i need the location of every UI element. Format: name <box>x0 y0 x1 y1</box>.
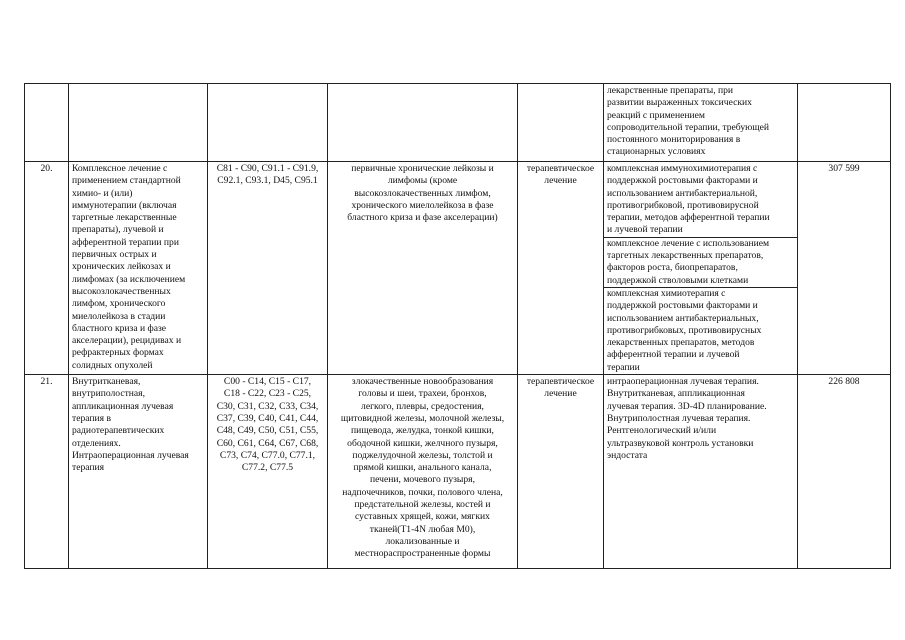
cell-line: печени, мочевого пузыря, <box>370 474 475 486</box>
cell-num: 21. <box>25 375 69 569</box>
cell-line: сопроводительной терапии, требующей <box>607 121 770 133</box>
cell-line: терапевтическое <box>526 376 595 388</box>
cell-line: местнораспространенные формы <box>354 548 491 560</box>
cell-line: C77.2, C77.5 <box>241 462 294 474</box>
cell-form <box>518 84 604 162</box>
cell-line: рефрактерных формах <box>72 347 164 359</box>
cell-methods <box>604 375 798 569</box>
cell-line: Рентгенологический и/или <box>607 425 717 437</box>
cell-line: факторов роста, биопрепаратов, <box>607 262 738 274</box>
cell-line: комплексная химиотерапия с <box>607 287 726 299</box>
cell-line: терапии <box>607 361 640 373</box>
cell-line: терапии, методов афферентной терапии <box>607 212 770 224</box>
cell-line: постоянного мониторирования в <box>607 134 741 146</box>
cell-line: поддержкой ростовыми факторами и <box>607 300 758 312</box>
cell-line: поджелудочной железы, толстой и <box>352 449 493 461</box>
cell-line: легкого, плевры, средостения, <box>361 400 484 412</box>
cell-line: C48, C49, C50, C51, C55, <box>216 425 319 437</box>
cell-line: лечение <box>544 175 577 187</box>
cell-model <box>328 84 518 162</box>
cell-line: лучевая терапия. 3D-4D планирование. <box>607 400 767 412</box>
cell-line: предстательной железы, костей и <box>354 499 491 511</box>
cell-cost: 226 808 <box>798 375 891 569</box>
cell-line: Интраоперационная лучевая <box>72 449 189 461</box>
cell-line: головы и шеи, трахеи, бронхов, <box>358 388 487 400</box>
cell-line: внутриполостная, <box>72 388 145 400</box>
cell-line: высокозлокачественных <box>72 285 171 297</box>
cell-line: препараты), лучевой и <box>72 224 164 236</box>
cell-line: солидных опухолей <box>72 359 153 371</box>
cell-line: миелолейкоза в стадии <box>72 310 166 322</box>
cell-line: и лучевой терапии <box>607 224 683 236</box>
method-block <box>604 163 797 237</box>
cell-line: ободочной кишки, желчного пузыря, <box>347 437 498 449</box>
cell-line: C81 - C90, C91.1 - C91.9, <box>216 163 319 174</box>
cell-line: C18 - C22, C23 - C25, <box>223 388 312 400</box>
cell-line: лекарственных препаратов, методов <box>607 337 755 349</box>
cell-line: противогрибковой, противовирусной <box>607 199 759 211</box>
cell-line: C60, C61, C64, C67, C68, <box>216 437 319 449</box>
cell-line: использованием антибактериальной, <box>607 187 758 199</box>
cell-line: ультразвуковой контроль установки <box>607 437 754 449</box>
cell-line: суставных хрящей, кожи, мягких <box>355 511 490 523</box>
cell-line: комплексная иммунохимиотерапия с <box>607 163 758 174</box>
cell-line: C37, C39, C40, C41, C44, <box>216 412 319 424</box>
cell-line: бластного криза и фазе <box>72 322 167 334</box>
cell-line: лекарственные препараты, при <box>607 85 734 96</box>
cell-line: высокозлокачественных лимфом, <box>354 187 491 199</box>
cell-line: терапия <box>72 462 105 474</box>
method-block <box>604 376 797 462</box>
cell-line: лимфомах (за исключением <box>72 273 186 285</box>
cell-line: радиотерапевтических <box>72 425 165 437</box>
cell-line: лимфомы (кроме <box>387 175 458 187</box>
cell-line: комплексное лечение с использованием <box>607 237 770 249</box>
cell-line: хронических лейкозах и <box>72 261 171 273</box>
cell-line: тканей(T1-4N любая M0), <box>369 523 476 535</box>
table-row <box>25 375 891 569</box>
cell-line: эндостата <box>607 449 648 461</box>
cell-name <box>69 84 208 162</box>
cell-line: C73, C74, C77.0, C77.1, <box>219 449 316 461</box>
cell-line: применением стандартной <box>72 175 181 187</box>
cell-line: реакций с применением <box>607 109 705 121</box>
cell-line: терапия в <box>72 412 111 424</box>
cell-line: стационарных условиях <box>607 146 706 158</box>
cell-methods <box>604 84 798 162</box>
method-block <box>604 85 797 159</box>
cell-line: отделениях. <box>72 437 121 449</box>
cell-line: Внутритканевая, <box>72 376 141 388</box>
cell-codes <box>208 375 328 569</box>
cell-codes <box>208 162 328 375</box>
cell-num: 20. <box>25 162 69 375</box>
cell-num <box>25 84 69 162</box>
method-block <box>604 287 797 374</box>
table-row <box>25 84 891 162</box>
cell-line: поддержкой ростовыми факторами и <box>607 175 758 187</box>
cell-line: лечение <box>544 388 577 400</box>
cell-line: C30, C31, C32, C33, C34, <box>216 400 319 412</box>
medical-care-table <box>24 83 891 569</box>
cell-codes <box>208 84 328 162</box>
table-row <box>25 162 891 375</box>
cell-line: развитии выраженных токсических <box>607 97 752 109</box>
cell-line: щитовидной железы, молочной железы, <box>340 412 505 424</box>
cell-cost <box>798 84 891 162</box>
cell-line: бластного криза и фазе акселерации) <box>347 212 498 224</box>
cell-line: таргетных лекарственных препаратов, <box>607 250 764 262</box>
cell-line: афферентной терапии и лучевой <box>607 349 740 361</box>
cell-cost: 307 599 <box>798 162 891 375</box>
cell-line: использованием антибактериальных, <box>607 312 759 324</box>
cell-methods <box>604 162 798 375</box>
cell-line: лимфом, хронического <box>72 298 166 310</box>
cell-name <box>69 162 208 375</box>
cell-name <box>69 375 208 569</box>
cell-line: пищевода, желудка, тонкой кишки, <box>351 425 494 437</box>
cell-model <box>328 375 518 569</box>
cell-form <box>518 375 604 569</box>
cell-line: надпочечников, почки, полового члена, <box>342 486 503 498</box>
cell-line: противогрибковых, противовирусных <box>607 324 762 336</box>
cell-form <box>518 162 604 375</box>
method-block <box>604 237 797 287</box>
cell-line: акселерации), рецидивах и <box>72 335 182 347</box>
cell-line: Внутриполостная лучевая терапия. <box>607 412 751 424</box>
cell-line: прямой кишки, анального канала, <box>353 462 492 474</box>
cell-line: C92.1, C93.1, D45, C95.1 <box>217 175 318 187</box>
cell-line: первичных острых и <box>72 249 157 261</box>
cell-line: афферентной терапии при <box>72 236 179 248</box>
cell-line: поддержкой стволовыми клетками <box>607 274 749 286</box>
cell-line: злокачественные новообразования <box>351 376 494 388</box>
cell-line: локализованные и <box>385 535 460 547</box>
cell-line: Комплексное лечение с <box>72 163 168 174</box>
cell-line: интраоперационная лучевая терапия. <box>607 376 759 388</box>
cell-model <box>328 162 518 375</box>
cell-line: хронического миелолейкоза в фазе <box>351 199 494 211</box>
cell-line: иммунотерапии (включая <box>72 199 177 211</box>
cell-line: C00 - C14, C15 - C17, <box>223 376 312 388</box>
cell-line: Внутритканевая, аппликационная <box>607 388 745 400</box>
cell-line: таргетные лекарственные <box>72 212 177 224</box>
cell-line: первичные хронические лейкозы и <box>351 163 494 174</box>
cell-line: аппликационная лучевая <box>72 400 174 412</box>
cell-line: химио- и (или) <box>72 187 133 199</box>
cell-line: терапевтическое <box>526 163 595 174</box>
